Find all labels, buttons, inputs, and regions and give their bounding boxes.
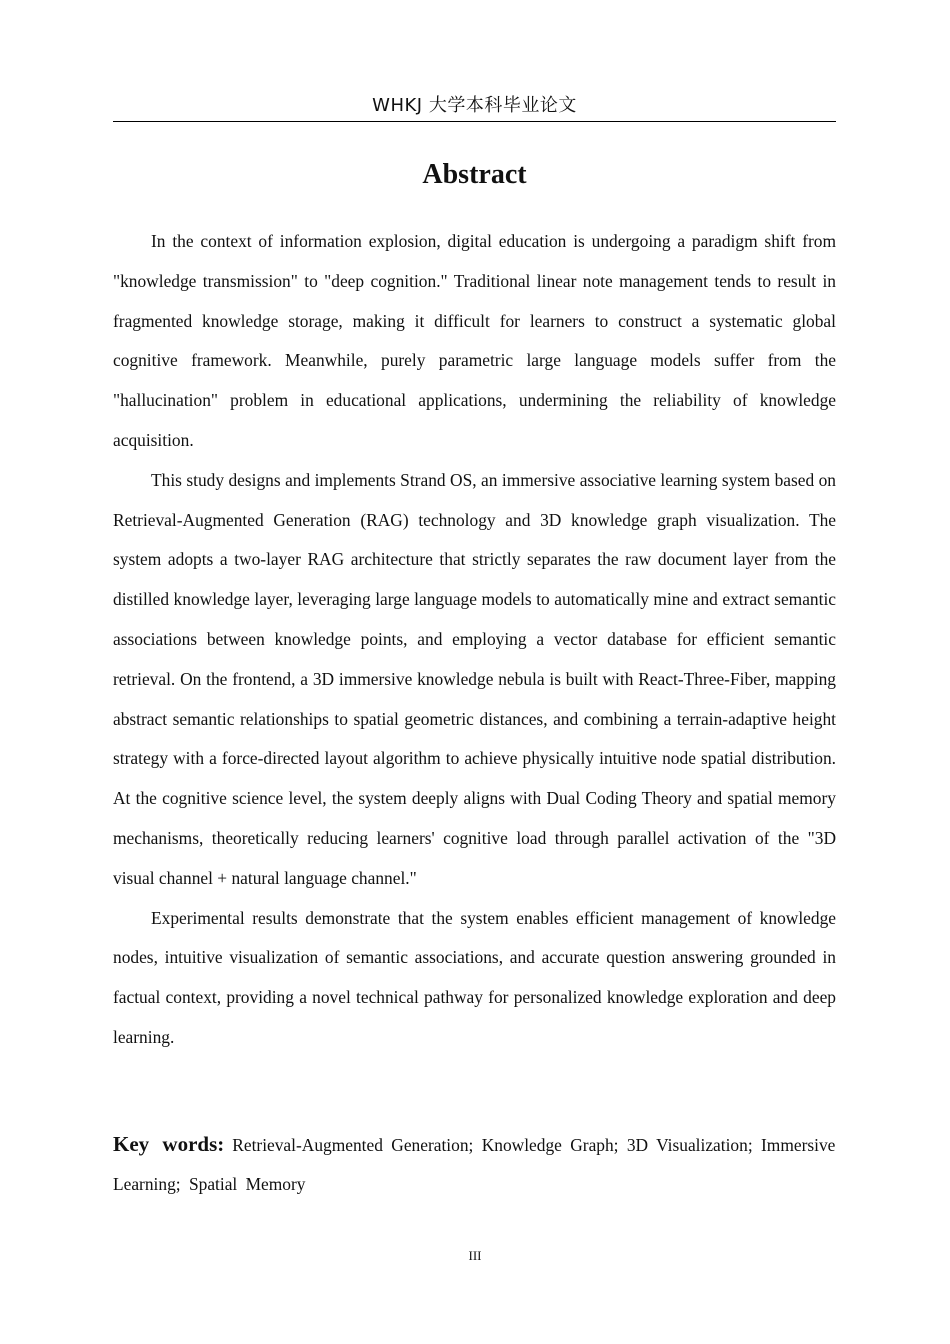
keywords-label: Key words: [113, 1132, 225, 1156]
abstract-body [113, 222, 836, 1058]
abstract-paragraph-3: Experimental results demonstrate that the system enables efficient management of knowledge nodes, intuitive visualization of semantic associations, and accurate question answering grounded in factual context, providing a novel technical pathway for personalized knowledge exploration and deep learning. [113, 907, 836, 1047]
header-title: WHKJ 大学本科毕业论文 [372, 95, 577, 116]
abstract-paragraph-2: This study designs and implements Strand OS, an immersive associative learning system based on Retrieval-Augmented Generation (RAG) technology and 3D knowledge graph visualization. The system adopts a two-layer RAG architecture that strictly separates the raw document layer from the distilled knowledge layer, leveraging large language models to automatically mine and extract semantic associations between knowledge points, and employing a vector database for efficient semantic retrieval. On the frontend, a 3D immersive knowledge nebula is built with React-Three-Fiber, mapping abstract semantic relationships to spatial geometric distances, and combining a terrain-adaptive height strategy with a force-directed layout algorithm to achieve physically intuitive node spatial distribution. At the cognitive science level, the system deeply aligns with Dual Coding Theory and spatial memory mechanisms, theoretically reducing learners' cognitive load through parallel activation of the "3D visual channel + natural language channel." [113, 469, 836, 888]
page-header [113, 92, 836, 122]
abstract-paragraph-1: In the context of information explosion, digital education is undergoing a paradigm shift from "knowledge transmission" to "deep cognition." Traditional linear note management tends to result in fragmented knowledge storage, making it difficult for learners to construct a systematic global cognitive framework. Meanwhile, purely parametric large language models suffer from the "hallucination" problem in educational applications, undermining the reliability of knowledge acquisition. [113, 231, 836, 450]
keywords [113, 1125, 836, 1204]
page-number: III [468, 1248, 482, 1263]
abstract-title: Abstract [422, 159, 527, 190]
keywords-text: Retrieval-Augmented Generation; Knowledge Graph; 3D Visualization; Immersive Learning; Spatial Memory [113, 1135, 836, 1194]
